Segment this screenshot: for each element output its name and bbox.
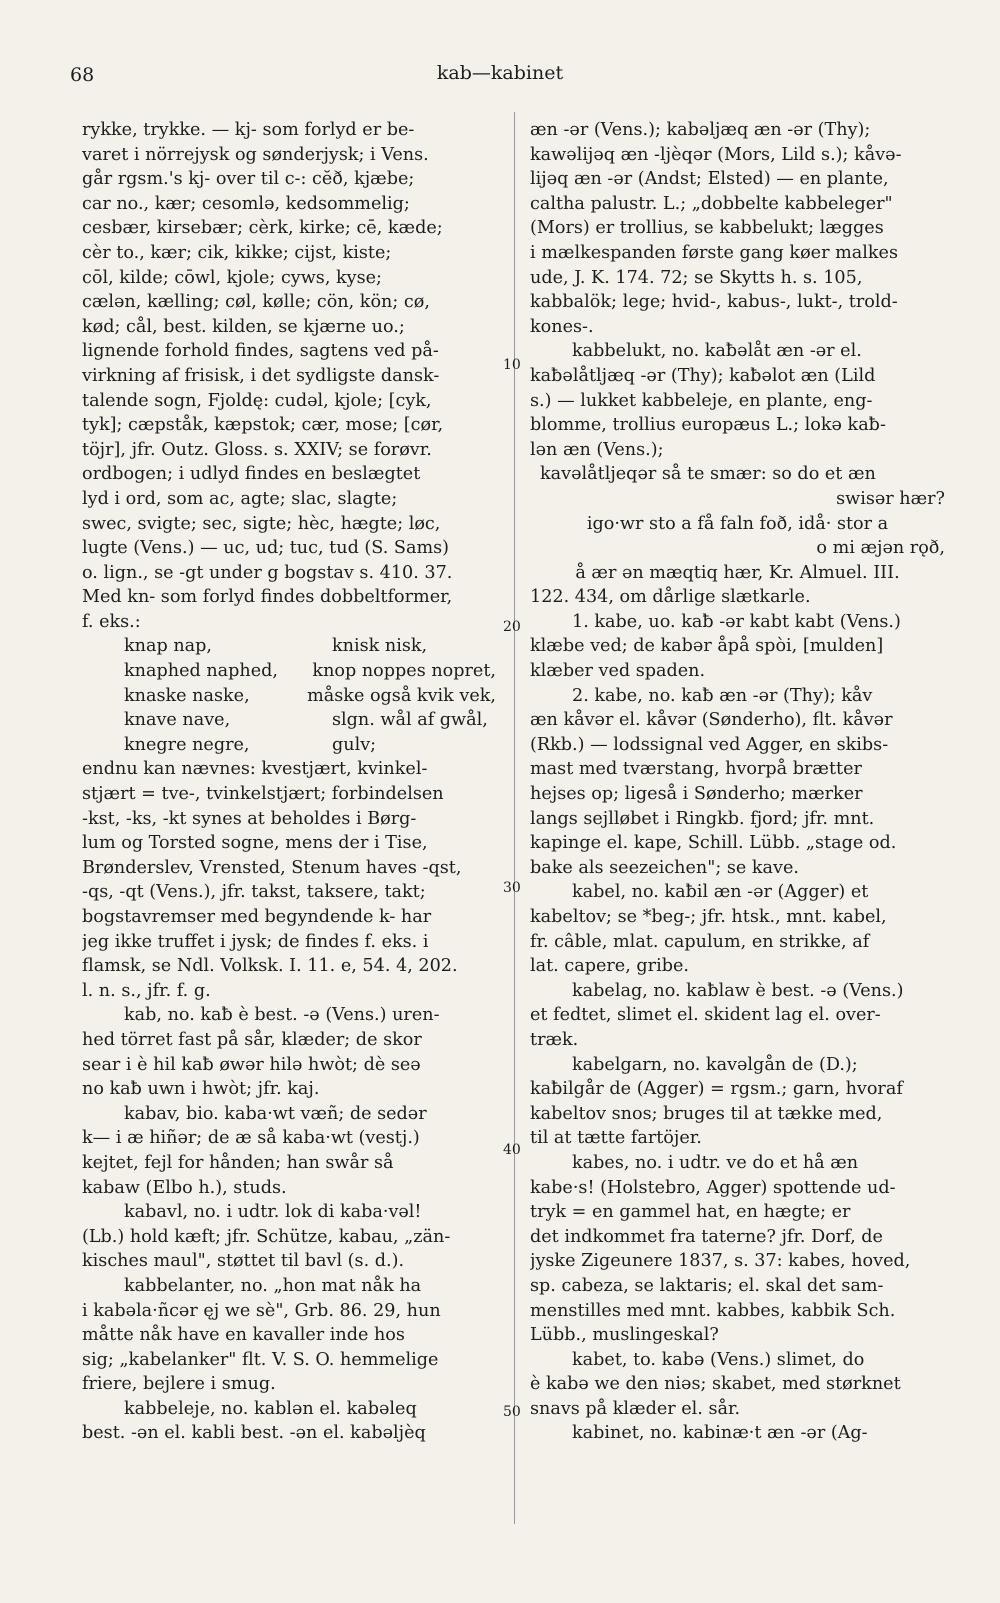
text-line: det indkommet fra taterne? jfr. Dorf, de bbox=[530, 1226, 883, 1247]
text-line: l. n. s., jfr. f. g. bbox=[82, 980, 211, 1001]
text-line: cèr to., kær; cik, kikke; cijst, kiste; bbox=[82, 242, 392, 263]
text-line: måtte nåk have en kavaller inde hos bbox=[82, 1325, 405, 1346]
text-line: kejtet, fejl for hånden; han swår så bbox=[82, 1152, 394, 1173]
text-line: fr. câble, mlat. capulum, en strikke, af bbox=[530, 931, 870, 952]
text-line: kaƀilgår de (Agger) = rgsm.; garn, hvoraf bbox=[530, 1079, 903, 1100]
entry-kabel: kabel, no. kaƀil æn -ər (Agger) et bbox=[572, 882, 869, 903]
line-number-30: 30 bbox=[503, 880, 521, 896]
verse-line: o mi æjən rǫð, bbox=[816, 538, 945, 559]
page-number: 68 bbox=[70, 64, 95, 86]
text-line: kaƀəlåtljæq -ər (Thy); kaƀəlot æn (Lild bbox=[530, 365, 876, 386]
text-line: hed törret fast på sår, klæder; de skor bbox=[82, 1029, 422, 1050]
text-line: (Rkb.) — lodssignal ved Agger, en skibs- bbox=[530, 734, 889, 755]
verse-line: swisər hær? bbox=[836, 488, 945, 509]
text-line: -kst, -ks, -kt synes at beholdes i Børg- bbox=[82, 808, 417, 829]
text-line: snavs på klæder el. sår. bbox=[530, 1398, 741, 1419]
text-line: sp. cabeza, se laktaris; el. skal det sam- bbox=[530, 1275, 884, 1296]
word-pair-row: knaphed naphed, knop noppes nopret, bbox=[124, 661, 496, 682]
text-line: sear i è hil kaƀ øwər hilə hwòt; dè seə bbox=[82, 1054, 421, 1075]
text-line: lignende forhold findes, sagtens ved på- bbox=[82, 341, 439, 362]
entry-kabinet: kabinet, no. kabinæ·t æn -ər (Ag- bbox=[572, 1423, 868, 1444]
text-line: kapinge el. kape, Schill. Lübb. „stage od. bbox=[530, 833, 897, 854]
text-line: kabaw (Elbo h.), studs. bbox=[82, 1177, 287, 1198]
entry-kabavl: kabavl, no. i udtr. lok di kaba·vəl! bbox=[124, 1202, 422, 1223]
text-line: i mælkespanden første gang køer malkes bbox=[530, 242, 898, 263]
running-head: kab—kabinet bbox=[436, 62, 564, 84]
verse-line: kavəlåtljeqər så te smær: so do et æn bbox=[540, 464, 876, 485]
text-line: cesbær, kirsebær; cèrk, kirke; cē, kæde; bbox=[82, 218, 443, 239]
text-line: sig; „kabelanker" flt. V. S. O. hemmelige bbox=[82, 1349, 439, 1370]
entry-kabav: kabav, bio. kaba·wt væñ; de sedər bbox=[124, 1103, 427, 1124]
entry-kabes: kabes, no. i udtr. ve do et hå æn bbox=[572, 1152, 859, 1173]
text-line: lum og Torsted sogne, mens der i Tise, bbox=[82, 833, 428, 854]
text-line: kabeltov snos; bruges til at tække med, bbox=[530, 1103, 883, 1124]
left-column bbox=[82, 118, 496, 1446]
text-line: s.) — lukket kabbeleje, en plante, eng- bbox=[530, 390, 873, 411]
text-line: cælən, kælling; cøl, kølle; cön, kön; cø, bbox=[82, 292, 430, 313]
text-line: langs sejlløbet i Ringkb. fjord; jfr. mnt. bbox=[530, 808, 875, 829]
text-line: bake als seezeichen"; se kave. bbox=[530, 857, 799, 878]
line-number-20: 20 bbox=[503, 619, 521, 635]
text-line: kabeltov; se *beg-; jfr. htsk., mnt. kabel, bbox=[530, 907, 887, 927]
text-line: best. -ən el. kabli best. -ən el. kabəljèq bbox=[82, 1423, 426, 1444]
text-line: virkning af frisisk, i det sydligste dansk- bbox=[82, 365, 440, 386]
text-line: k— i æ hiñər; de æ så kaba·wt (vestj.) bbox=[82, 1128, 420, 1149]
text-line: blomme, trollius europæus L.; lokə kaƀ- bbox=[530, 415, 886, 436]
text-line: bogstavremser med begyndende k- har bbox=[82, 907, 432, 927]
text-line: (Mors) er trollius, se kabbelukt; lægges bbox=[530, 218, 884, 239]
text-line: kabe·s! (Holstebro, Agger) spottende ud- bbox=[530, 1177, 896, 1198]
text-line: Brønderslev, Vrensted, Stenum haves -qst, bbox=[82, 857, 462, 878]
text-line: friere, bejlere i smug. bbox=[82, 1374, 276, 1395]
text-line: car no., kær; cesomlə, kedsommelig; bbox=[82, 193, 410, 214]
line-number-40: 40 bbox=[503, 1142, 521, 1158]
text-line: Lübb., muslingeskal? bbox=[530, 1325, 719, 1346]
text-line: klæber ved spaden. bbox=[530, 661, 706, 682]
word-pair-row: knap nap, knisk nisk, bbox=[124, 636, 428, 657]
entry-kabelgarn: kabelgarn, no. kavəlgån de (D.); bbox=[572, 1054, 858, 1075]
text-line: stjært = tve-, tvinkelstjært; forbindelsen bbox=[82, 784, 444, 805]
text-line: menstilles med mnt. kabbes, kabbik Sch. bbox=[530, 1300, 896, 1321]
text-line: ude, J. K. 174. 72; se Skytts h. s. 105, bbox=[530, 267, 863, 288]
text-line: kød; cål, best. kilden, se kjærne uo.; bbox=[82, 316, 405, 337]
text-line: 122. 434, om dårlige slætkarle. bbox=[530, 587, 811, 608]
text-line: lugte (Vens.) — uc, ud; tuc, tud (S. Sams) bbox=[82, 538, 450, 559]
text-line: swec, svigte; sec, sigte; hèc, hægte; løc, bbox=[82, 513, 441, 534]
entry-kabe-2: 2. kabe, no. kaƀ æn -ər (Thy); kåv bbox=[572, 685, 873, 706]
text-line: caltha palustr. L.; „dobbelte kabbeleger" bbox=[530, 193, 893, 214]
text-line: kabbalök; lege; hvid-, kabus-, lukt-, trold- bbox=[530, 292, 898, 313]
text-line: è kabə we den niəs; skabet, med størknet bbox=[530, 1374, 901, 1395]
text-line: æn kåvər el. kåvər (Sønderho), flt. kåvər bbox=[530, 710, 893, 731]
text-line: varet i nörrejysk og sønderjysk; i Vens. bbox=[82, 144, 429, 165]
text-line: Med kn- som forlyd findes dobbeltformer, bbox=[82, 587, 453, 608]
verse-line: igo·wr sto a få faln foð, idå· stor a bbox=[586, 513, 889, 534]
text-line: jyske Zigeunere 1837, s. 37: kabes, hoved, bbox=[530, 1251, 911, 1272]
text-line: f. eks.: bbox=[82, 611, 141, 632]
text-line: cōl, kilde; cōwl, kjole; cyws, kyse; bbox=[82, 267, 382, 288]
text-line: i kabəla·ñcər ęj we sè", Grb. 86. 29, hun bbox=[82, 1300, 441, 1321]
right-column bbox=[530, 118, 945, 1446]
text-line: klæbe ved; de kabər åpå spòi, [mulden] bbox=[530, 636, 884, 657]
text-line: no kaƀ uwn i hwòt; jfr. kaj. bbox=[82, 1079, 320, 1100]
text-line: rykke, trykke. — kj- som forlyd er be- bbox=[82, 120, 415, 140]
text-line: går rgsm.'s kj- over til c-: cĕð, kjæbe; bbox=[82, 169, 415, 190]
entry-kabelag: kabelag, no. kaƀlaw è best. -ə (Vens.) bbox=[572, 980, 904, 1001]
text-line: hejses op; ligeså i Sønderho; mærker bbox=[530, 784, 863, 805]
entry-kabbeleje: kabbeleje, no. kablən el. kabəleq bbox=[124, 1398, 417, 1419]
text-line: töjr], jfr. Outz. Gloss. s. XXIV; se forøvr. bbox=[82, 439, 432, 460]
entry-kab: kab, no. kaƀ è best. -ə (Vens.) uren- bbox=[124, 1005, 440, 1026]
text-line: tyk]; cæpståk, kæpstok; cær, mose; [cør, bbox=[82, 415, 444, 436]
column-divider bbox=[514, 112, 515, 1524]
verse-line: å ær ən mæqtiq hær, Kr. Almuel. III. bbox=[575, 562, 900, 583]
line-number-10: 10 bbox=[503, 357, 521, 373]
text-line: et fedtet, slimet el. skident lag el. over- bbox=[530, 1005, 881, 1026]
text-line: kisches maul", støttet til bavl (s. d.). bbox=[82, 1251, 405, 1272]
entry-kabbelanter: kabbelanter, no. „hon mat nåk ha bbox=[124, 1275, 422, 1296]
text-line: talende sogn, Fjoldę: cudəl, kjole; [cyk, bbox=[82, 390, 432, 411]
entry-kabe-1: 1. kabe, uo. kaƀ -ər kabt kabt (Vens.) bbox=[572, 611, 901, 632]
text-line: (Lb.) hold kæft; jfr. Schütze, kabau, „zän- bbox=[82, 1226, 451, 1247]
entry-kabet: kabet, to. kabə (Vens.) slimet, do bbox=[572, 1349, 865, 1370]
text-line: lyd i ord, som ac, agte; slac, slagte; bbox=[82, 488, 398, 509]
entry-kabbelukt: kabbelukt, no. kaƀəlåt æn -ər el. bbox=[572, 341, 862, 362]
text-line: o. lign., se -gt under g bogstav s. 410. 37. bbox=[82, 562, 453, 583]
text-line: kawəlijəq æn -ljèqər (Mors, Lild s.); kåvə- bbox=[530, 144, 902, 165]
text-line: tryk = en gammel hat, en hægte; er bbox=[530, 1202, 851, 1223]
text-line: lijəq æn -ər (Andst; Elsted) — en plante, bbox=[530, 169, 889, 190]
text-line: æn -ər (Vens.); kabəljæq æn -ər (Thy); bbox=[530, 120, 871, 140]
text-line: flamsk, se Ndl. Volksk. I. 11. e, 54. 4, 202. bbox=[82, 956, 458, 977]
text-line: mast med tværstang, hvorpå brætter bbox=[530, 759, 862, 780]
text-line: ordbogen; i udlyd findes en beslægtet bbox=[82, 464, 421, 485]
text-line: lən æn (Vens.); bbox=[530, 439, 664, 460]
text-line: -qs, -qt (Vens.), jfr. takst, taksere, takt; bbox=[82, 882, 426, 903]
word-pair-row: knaske naske, måske også kvik vek, bbox=[124, 685, 496, 706]
text-line: kones-. bbox=[530, 316, 594, 337]
text-line: træk. bbox=[530, 1029, 579, 1050]
line-number-50: 50 bbox=[503, 1404, 521, 1420]
word-pair-row: knegre negre, gulv; bbox=[124, 734, 377, 755]
text-line: endnu kan nævnes: kvestjært, kvinkel- bbox=[82, 759, 428, 780]
word-pair-row: knave nave, slgn. wål af gwål, bbox=[124, 710, 488, 731]
text-line: jeg ikke truffet i jysk; de findes f. eks. i bbox=[82, 931, 429, 952]
text-line: til at tætte fartöjer. bbox=[530, 1128, 702, 1149]
text-line: lat. capere, gribe. bbox=[530, 956, 689, 977]
